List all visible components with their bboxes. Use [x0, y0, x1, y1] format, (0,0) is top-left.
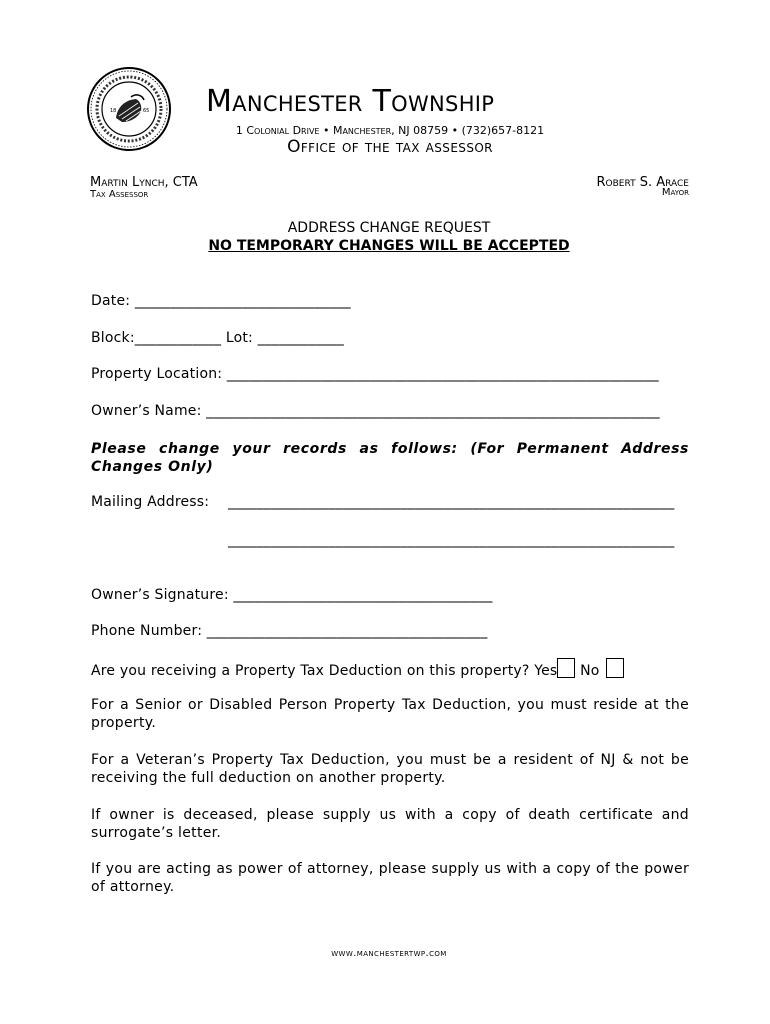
office-name: Office of the tax assessor: [287, 137, 493, 157]
svg-text:18: 18: [110, 108, 117, 114]
mailing-address-line-1[interactable]: ______________________________________________________________: [228, 494, 675, 510]
mayor-role: Mayor: [661, 187, 689, 198]
assessor-role: Tax Assessor: [90, 189, 149, 200]
form-title: ADDRESS CHANGE REQUEST: [287, 220, 491, 236]
deduction-question: [91, 658, 624, 679]
mailing-address-line-2[interactable]: ______________________________________________________________: [228, 532, 675, 548]
instruction-text: Please change your records as follows: (For Permanent Address Changes Only): [91, 441, 689, 475]
no-label: No: [580, 663, 600, 679]
svg-text:65: 65: [143, 108, 150, 114]
property-location-field[interactable]: Property Location: ____________________________________________________________: [91, 366, 659, 382]
yes-checkbox[interactable]: [557, 658, 575, 678]
township-seal-icon: [86, 66, 172, 152]
power-of-attorney-note: If you are acting as power of attorney, please supply us with a copy of the power of attorney.: [91, 861, 689, 895]
block-lot-field[interactable]: Block:____________ Lot: ____________: [91, 330, 345, 346]
phone-number-field[interactable]: Phone Number: _______________________________________: [91, 623, 488, 639]
township-address: 1 Colonial Drive • Manchester, NJ 08759 • (732)657-8121: [235, 124, 545, 137]
owners-name-field[interactable]: Owner’s Name: _______________________________________________________________: [91, 403, 660, 419]
owners-signature-field[interactable]: Owner’s Signature: ____________________________________: [91, 587, 493, 603]
website-url[interactable]: www.manchestertwp.com: [331, 948, 447, 959]
township-title: Manchester Township: [206, 84, 495, 119]
no-checkbox[interactable]: [606, 658, 624, 678]
deduction-question-text: Are you receiving a Property Tax Deduction on this property? Yes: [91, 663, 558, 679]
mailing-address-label: Mailing Address:: [91, 494, 210, 510]
assessor-name: Martin Lynch, CTA: [90, 175, 198, 190]
senior-deduction-note: For a Senior or Disabled Person Property Tax Deduction, you must reside at the property.: [91, 697, 689, 731]
form-subtitle: NO TEMPORARY CHANGES WILL BE ACCEPTED: [208, 238, 570, 254]
veteran-deduction-note: For a Veteran’s Property Tax Deduction, you must be a resident of NJ & not be receiving the full deduction on another property.: [91, 752, 689, 786]
mayor-name: Robert S. Arace: [596, 175, 689, 190]
deceased-owner-note: If owner is deceased, please supply us with a copy of death certificate and surrogate’s letter.: [91, 807, 689, 841]
date-field[interactable]: Date: ______________________________: [91, 293, 351, 309]
